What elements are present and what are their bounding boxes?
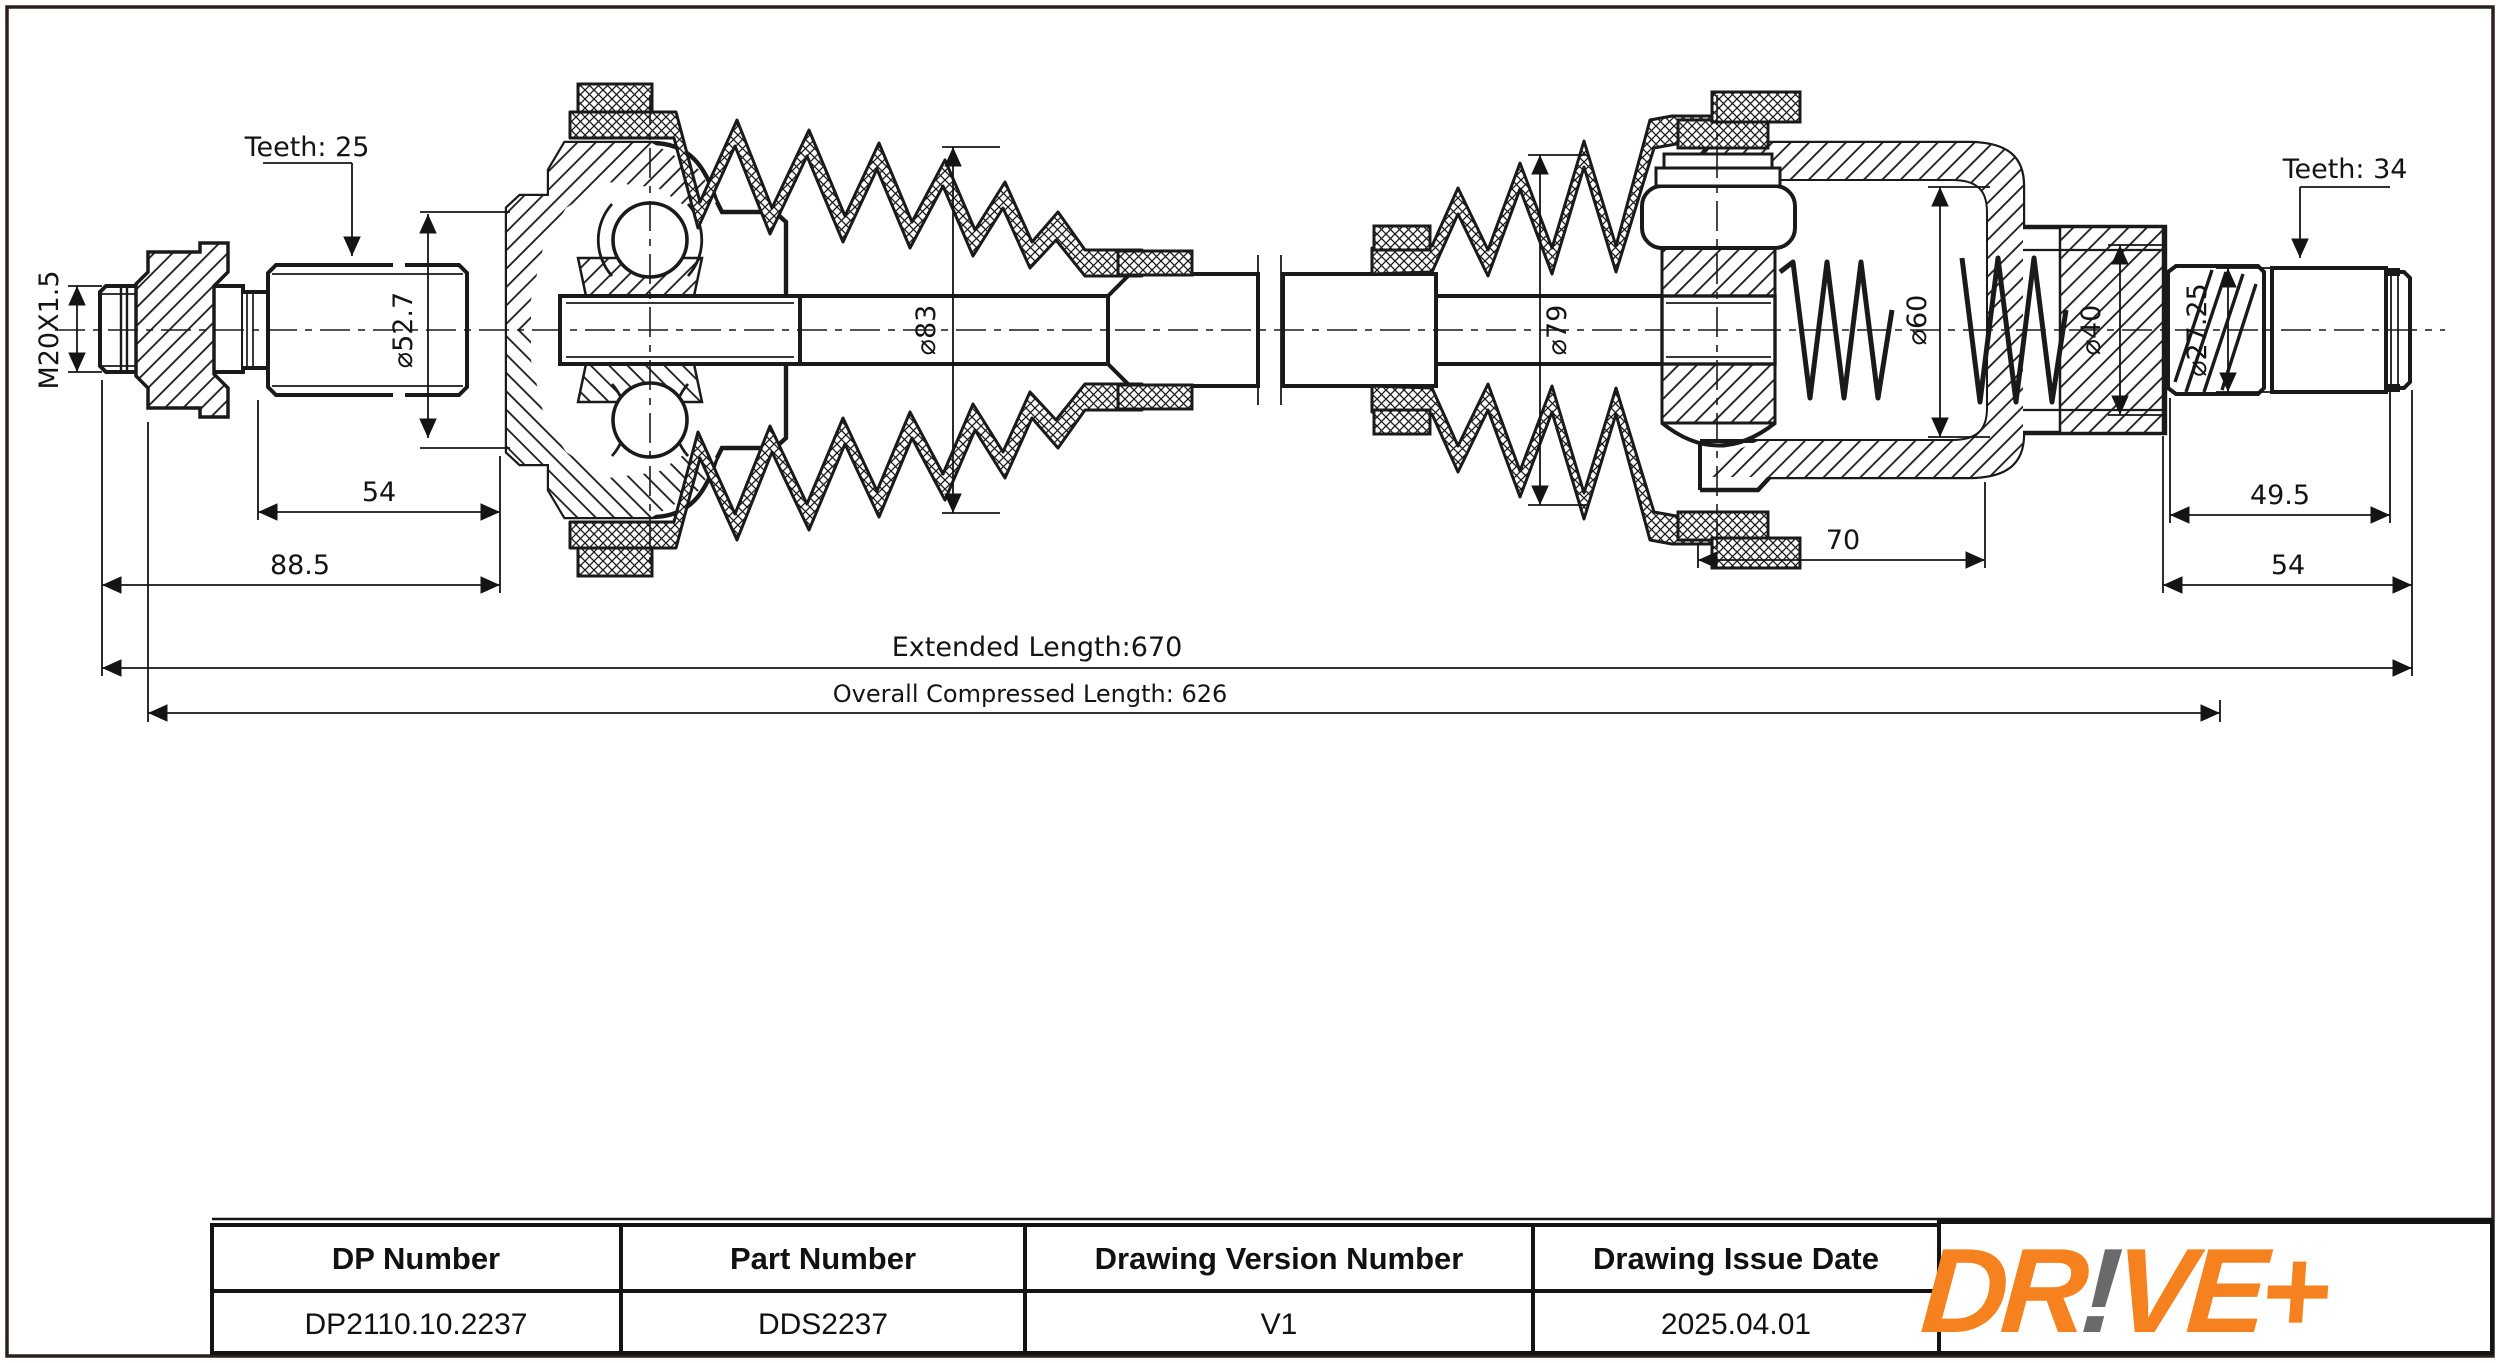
label-88-5: 88.5: [269, 550, 331, 581]
header-drawing-version: Drawing Version Number: [1094, 1241, 1464, 1276]
label-dia-27-25: ⌀27.25: [2182, 283, 2213, 377]
label-dia-52-7: ⌀52.7: [388, 291, 419, 369]
value-dp-number: DP2110.10.2237: [304, 1308, 528, 1341]
label-54-left: 54: [361, 477, 397, 508]
label-teeth-right: Teeth: 34: [2282, 154, 2408, 185]
label-54-right: 54: [2270, 550, 2306, 581]
tripod-roller: [1642, 186, 1795, 248]
label-dia-60: ⌀60: [1902, 294, 1933, 346]
value-drawing-version: V1: [1260, 1308, 1298, 1341]
title-block: [212, 1219, 2492, 1358]
logo-part2: VE+: [2109, 1224, 2329, 1358]
label-dia-40: ⌀40: [2076, 304, 2107, 356]
dimension-texts: [34, 132, 2407, 708]
label-70: 70: [1825, 525, 1861, 556]
header-issue-date: Drawing Issue Date: [1593, 1241, 1879, 1276]
label-49-5: 49.5: [2249, 480, 2311, 511]
label-extended-length: Extended Length:670: [891, 632, 1183, 663]
label-teeth-left: Teeth: 25: [244, 132, 370, 163]
label-thread-spec: M20X1.5: [34, 270, 65, 390]
page-border: [7, 7, 2493, 1356]
header-part-number: Part Number: [729, 1241, 917, 1276]
drive-plus-logo: [1917, 1224, 2333, 1358]
value-issue-date: 2025.04.01: [1660, 1308, 1812, 1341]
label-compressed-length: Overall Compressed Length: 626: [832, 680, 1228, 708]
logo-part1: DR: [1917, 1224, 2087, 1358]
value-part-number: DDS2237: [757, 1308, 889, 1341]
logo-exclamation: !: [2076, 1224, 2119, 1358]
label-dia-79: ⌀79: [1542, 304, 1573, 356]
label-dia-83: ⌀83: [911, 304, 942, 356]
header-dp-number: DP Number: [331, 1241, 501, 1276]
